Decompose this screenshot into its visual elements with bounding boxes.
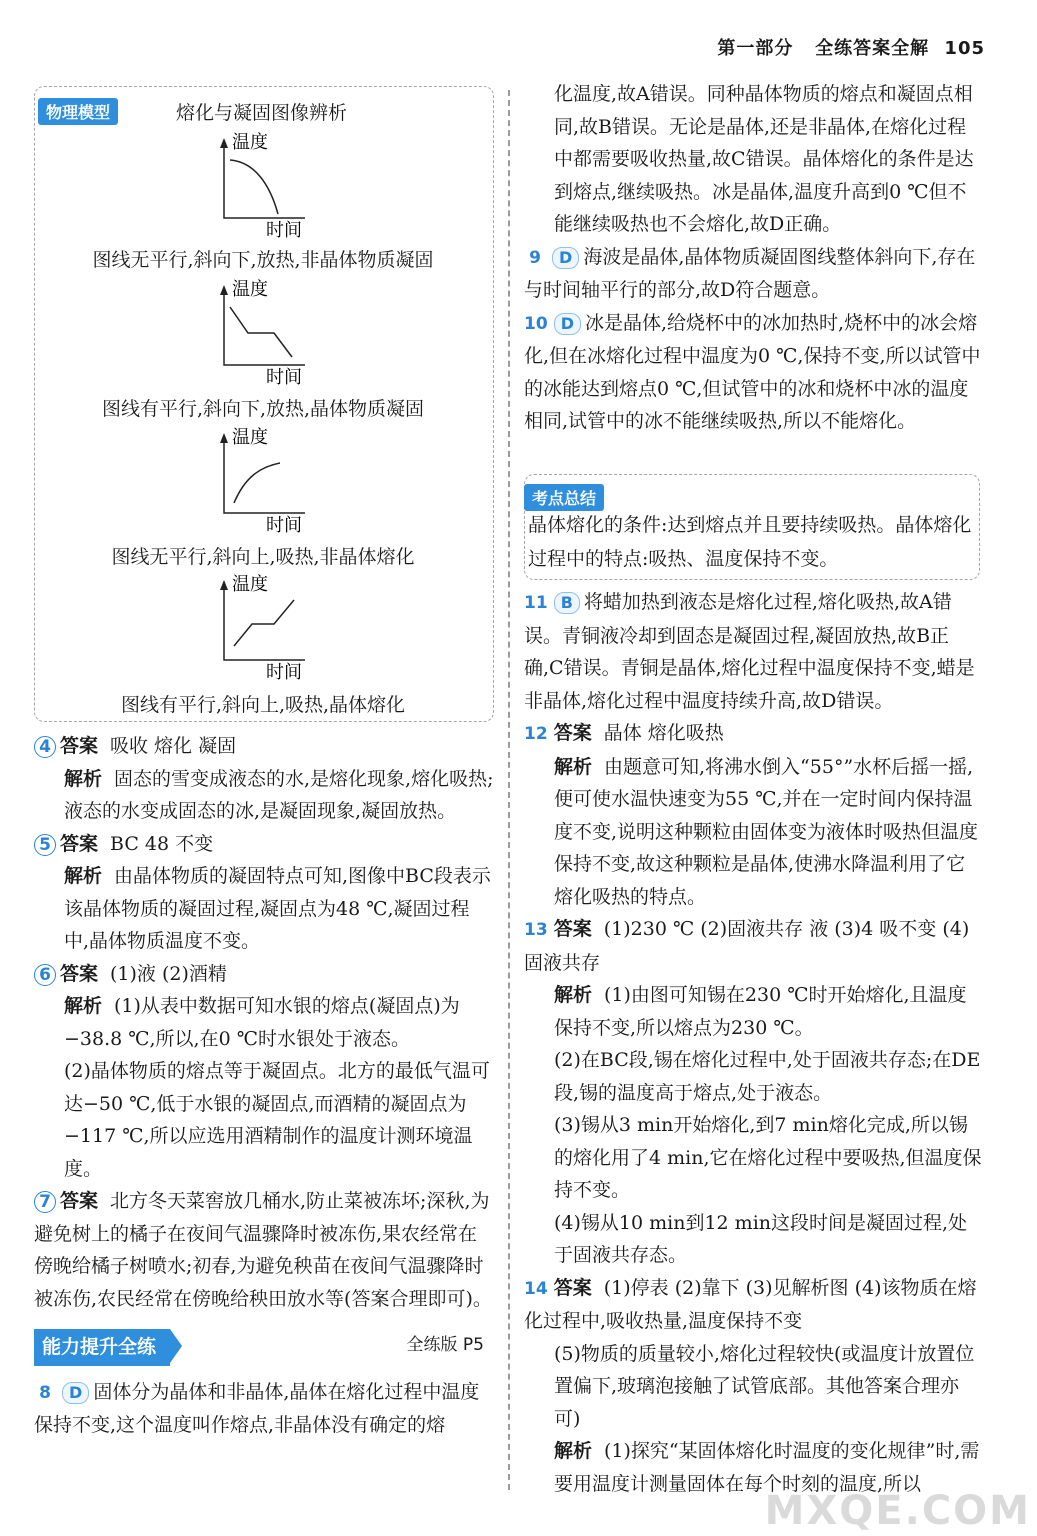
q14-answer-text: (1)停表 (2)靠下 (3)见解析图 (4)该物质在熔化过程中,吸收热量,温度保持不变 [524,1276,977,1332]
left-column [34,730,494,1442]
q5-number: 5 [34,834,56,856]
q9-answer-badge: D [552,247,579,269]
graph-4-svg [200,572,320,682]
q4-exp-label: 解析 [64,767,103,790]
q9-number: 9 [529,247,541,268]
q6-answer [34,958,494,991]
q12-answer-text: 晶体 熔化吸热 [603,722,724,744]
book-title: 全练答案全解 [815,38,930,59]
model-title: 熔化与凝固图像辨析 [176,102,348,124]
q13-explanation-4: (4)锡从10 min到12 min这段时间是凝固过程,处于固液共存态。 [554,1211,968,1266]
graph-1-svg [200,130,320,240]
q12-explanation [524,751,984,914]
q4-answer-text: 吸收 熔化 凝固 [110,735,237,757]
q14-answer-label: 答案 [553,1276,592,1299]
section-banner: 能力提升全练 [34,1329,170,1366]
q5-answer-label: 答案 [60,832,99,855]
caption-3: 图线无平行,斜向上,吸热,非晶体熔化 [111,546,415,568]
q13-explanation-1 [524,979,984,1044]
q8-answer-badge: D [62,1382,89,1404]
q4-explanation [34,763,494,828]
q9-body: 海波是晶体,晶体物质凝固图线整体斜向下,存在与时间轴平行的部分,故D符合题意。 [524,245,976,301]
graph-3 [200,425,320,535]
q14-exp-text: (1)探究“某固体熔化时温度的变化规律”时,需要用温度计测量固体在每个时刻的温度,所以 [554,1440,980,1495]
q14-answer-2: (5)物质的质量较小,熔化过程较快(或温度计放置位置偏下,玻璃泡接触了试管底部。其他答案合理亦可) [554,1342,975,1430]
q4-answer-label: 答案 [60,735,99,757]
q5-answer [34,828,494,861]
q4-exp-text: 固态的雪变成液态的水,是熔化现象,熔化吸热;液态的水变成固态的冰,是凝固现象,凝固放热。 [64,767,494,822]
q12-answer [524,717,984,751]
q10-number: 10 [524,313,548,334]
q10-answer-badge: D [554,313,581,335]
q7-answer-label: 答案 [60,1190,99,1212]
graph-3-ylabel: 温度 [232,427,268,448]
edition-ref: 全练版 P5 [406,1335,484,1355]
graph-1 [200,130,320,240]
q10-text [524,307,984,438]
graph-1-ylabel: 温度 [232,132,268,153]
q12-exp-label: 解析 [554,755,593,778]
q6-exp-label: 解析 [64,995,103,1017]
graph-2-ylabel: 温度 [232,279,268,300]
q13-explanation-3: (3)锡从3 min开始熔化,到7 min熔化完成,所以锡的熔化用了4 min,它在熔化过程中要吸热,但温度保持不变。 [554,1114,982,1201]
graph-1-xlabel: 时间 [266,220,302,241]
q11-answer-badge: B [554,592,580,614]
caption-2: 图线有平行,斜向下,放热,晶体物质凝固 [101,398,425,420]
q5-exp-label: 解析 [64,865,103,887]
caption-4: 图线有平行,斜向上,吸热,晶体熔化 [120,694,406,716]
q7-answer [34,1185,494,1315]
q12-number: 12 [524,724,548,744]
graph-3-xlabel: 时间 [266,515,302,536]
graph-2 [200,277,320,387]
q6-exp-text-1: (1)从表中数据可知水银的熔点(凝固点)为−38.8 ℃,所以,在0 ℃时水银处于液态。 [64,995,460,1050]
q6-answer-text: (1)液 (2)酒精 [110,962,227,985]
watermark-logo: MXQE.COM [764,1488,1031,1534]
section-banner-row [34,1329,494,1366]
q6-explanation-2: (2)晶体物质的熔点等于凝固点。北方的最低气温可达−50 ℃,低于水银的凝固点,而酒精的凝固点为−117 ℃,所以应选用酒精制作的温度计测环境温度。 [64,1060,490,1180]
q5-exp-text: 由晶体物质的凝固特点可知,图像中BC段表示该晶体物质的凝固过程,凝固点为48 ℃,凝固过程中,晶体物质温度不变。 [64,865,491,952]
q14-exp-label: 解析 [554,1440,593,1462]
q11-text [524,586,984,717]
q5-explanation [34,860,494,958]
q14-answer [524,1272,984,1338]
q6-explanation-1 [34,990,494,1055]
q5-answer-text: BC 48 不变 [110,832,214,855]
q13-exp-label: 解析 [554,984,593,1006]
graph-2-xlabel: 时间 [266,367,302,388]
q12-exp-text: 由题意可知,将沸水倒入“55°”水杯后摇一摇,便可使水温快速变为55 ℃,并在一定时间内保持温度不变,说明这种颗粒由固体变为液体时吸热但温度保持不变,故这种颗粒是晶体,使沸水降温利用了它熔化吸热的特点。 [554,755,979,908]
q4-answer [34,730,494,763]
summary-text: 晶体熔化的条件:达到熔点并且要持续吸热。晶体熔化过程中的特点:吸热、温度保持不变。 [528,514,972,570]
q13-explanation-2: (2)在BC段,锡在熔化过程中,处于固液共存态;在DE段,锡的温度高于熔点,处于液态。 [554,1049,981,1104]
right-column-lower [524,586,984,1500]
page-header [717,34,985,60]
q11-number: 11 [524,593,548,613]
q13-answer-label: 答案 [553,918,592,940]
q9-text [524,241,984,307]
graph-2-svg [200,277,320,387]
q6-number: 6 [34,964,56,986]
model-tag: 物理模型 [38,98,118,125]
q8-continuation: 化温度,故A错误。同种晶体物质的熔点和凝固点相同,故B错误。无论是晶体,还是非晶体,在熔化过程中都需要吸收热量,故C错误。晶体熔化的条件是达到熔点,继续吸热。冰是晶体,温度升高到0 ℃但不能继续吸热也不会熔化,故D正确。 [554,83,974,235]
q7-answer-text: 北方冬天菜窖放几桶水,防止菜被冻坏;深秋,为避免树上的橘子在夜间气温骤降时被冻伤,果农经常在傍晚给橘子树喷水;初春,为避免秧苗在夜间气温骤降时被冻伤,农民经常在傍晚给秧田放水等(答案合理即可)。 [34,1190,492,1310]
q12-answer-label: 答案 [553,722,592,744]
caption-1: 图线无平行,斜向下,放热,非晶体物质凝固 [92,249,434,271]
q8-text [34,1376,494,1442]
graph-3-svg [200,425,320,535]
q13-answer-text: (1)230 ℃ (2)固液共存 液 (3)4 吸不变 (4)固液共存 [524,918,970,974]
q14-number: 14 [524,1278,548,1299]
graph-4-ylabel: 温度 [232,574,268,595]
q4-number: 4 [34,736,56,758]
q13-number: 13 [524,920,548,940]
graph-4 [200,572,320,682]
summary-tag: 考点总结 [524,484,604,511]
q13-exp-text-1: (1)由图可知锡在230 ℃时开始熔化,且温度保持不变,所以熔点为230 ℃。 [554,984,967,1039]
q8-number: 8 [39,1382,51,1403]
q8-body: 固体分为晶体和非晶体,晶体在熔化过程中温度保持不变,这个温度叫作熔点,非晶体没有确定的熔 [34,1380,480,1436]
column-divider [508,90,510,1490]
section-title: 第一部分 [717,38,794,59]
q7-number: 7 [34,1191,56,1213]
right-column [524,78,984,438]
graph-4-xlabel: 时间 [266,662,302,683]
q6-answer-label: 答案 [60,962,99,985]
page-number: 105 [944,38,985,59]
q11-body: 将蜡加热到液态是熔化过程,熔化吸热,故A错误。青铜液冷却到固态是凝固过程,凝固放热,故B正确,C错误。青铜是晶体,熔化过程中温度保持不变,蜡是非晶体,熔化过程中温度持续升高,故D错误。 [524,591,975,712]
q10-body: 冰是晶体,给烧杯中的冰加热时,烧杯中的冰会熔化,但在冰熔化过程中温度为0 ℃,保持不变,所以试管中的冰能达到熔点0 ℃,但试管中的冰和烧杯中冰的温度相同,试管中的冰不能继续吸热,所以不能熔化。 [524,311,981,432]
q13-answer [524,913,984,979]
